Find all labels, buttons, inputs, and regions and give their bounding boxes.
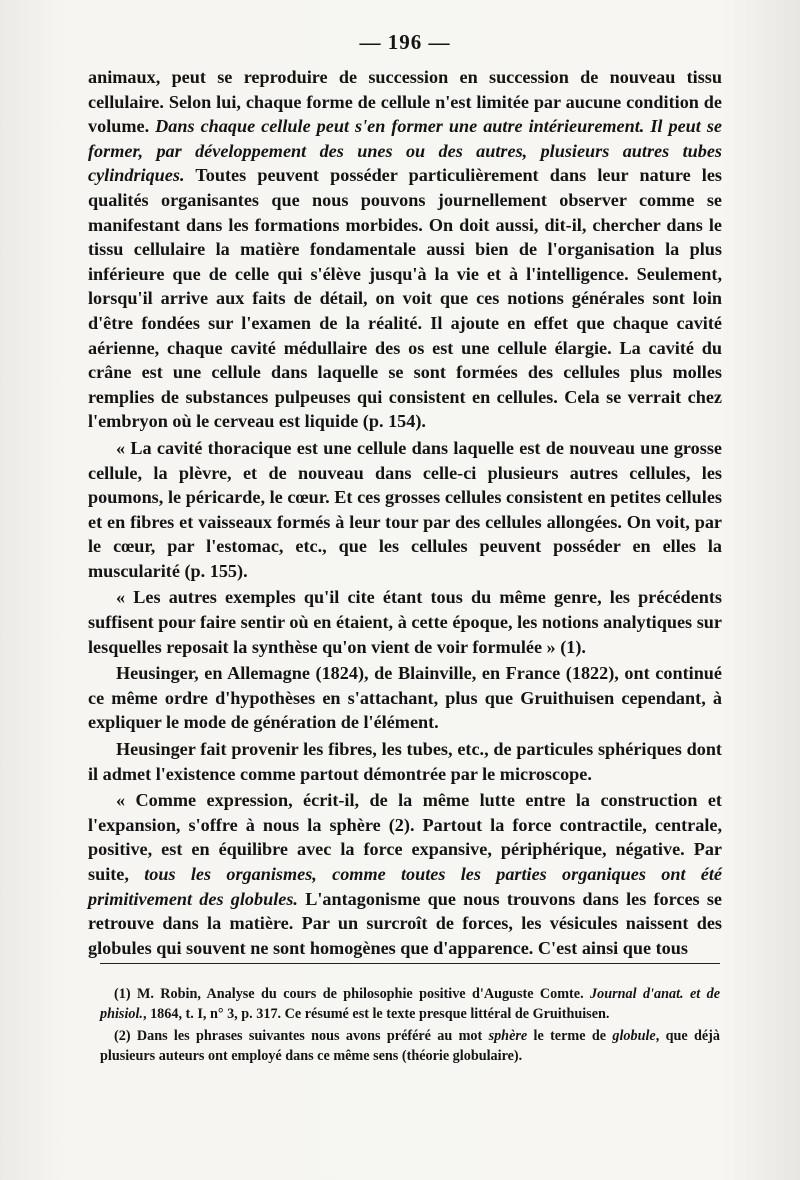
- footnotes: [100, 984, 720, 1068]
- text-run: « Les autres exemples qu'il cite étant tous du même genre, les précédents suffisent pour faire sentir où en étaient, à cette époque, les notions analytiques sur lesquelles reposait la synthèse qu'on vient de voir formulée » (1).: [88, 587, 722, 657]
- footnote-1: [100, 984, 720, 1024]
- text-run: « La cavité thoracique est une cellule dans laquelle est de nouveau une grosse cellule, la plèvre, et de nouveau dans celle-ci plusieurs autres cellules, les poumons, le péricarde, le cœur. Et ces grosses cellules consistent en petites cellules et en fibres et vaisseaux formés à leur tour par des cellules allongées. On voit, par le cœur, par l'estomac, etc., que les cellules peuvent posséder en elles la muscularité (p. 155).: [88, 437, 722, 581]
- text-run: Toutes peuvent posséder particulièrement dans leur nature les qualités organisantes que nous pouvons journellement observer comme se manifestant dans les formations morbides. On doit aussi, dit-il, chercher dans le tissu cellulaire la matière fondamentale aussi bien de l'organisation la plus inférieure que de celle qui s'élève jusqu'à la vie et à l'intelligence. Seulement, lorsqu'il arrive aux faits de détail, on voit que ces notions générales sont loin d'être fondées sur l'examen de la réalité. Il ajoute en effet que chaque cavité aérienne, chaque cavité médullaire des os est une cellule élargie. La cavité du crâne est une cellule dans laquelle se sont formées des cellules plus molles remplies de substances pulpeuses qui consistent en cellules. Cela se verrait chez l'embryon où le cerveau est liquide (p. 154).: [88, 165, 722, 432]
- paragraph-1: [88, 65, 722, 434]
- italic-run: sphère: [488, 1028, 528, 1044]
- footnote-divider: [100, 963, 720, 964]
- italic-run: Journal d'anat. et de phisiol.: [100, 986, 721, 1022]
- footnote-2: [100, 1026, 720, 1066]
- text-run: le terme de: [527, 1028, 613, 1044]
- text-run: animaux, peut se reproduire de succession en succession de nouveau tissu cellulaire. Selon lui, chaque forme de cellule n'est limitée par aucune condition de volume.: [88, 67, 722, 137]
- body-text: [88, 65, 722, 960]
- paragraph-5: [88, 737, 722, 786]
- text-run: , que déjà plusieurs auteurs ont employé dans ce même sens (théorie globulaire).: [100, 1028, 720, 1064]
- italic-run: globule: [612, 1028, 656, 1044]
- italic-run: Dans chaque cellule peut s'en former une autre intérieurement. Il peut se former, par développement des unes ou des autres, plusieurs autres tubes cylindriques.: [88, 116, 722, 186]
- paragraph-3: [88, 585, 722, 659]
- text-run: « Comme expression, écrit-il, de la même lutte entre la construction et l'expansion, s'offre à nous la sphère (2). Partout la force contractile, centrale, positive, est en équilibre avec la force expansive, périphérique, négative. Par suite,: [88, 790, 722, 884]
- text-run: (1) M. Robin, Analyse du cours de philosophie positive d'Auguste Comte.: [114, 986, 591, 1002]
- italic-run: tous les organismes, comme toutes les parties organiques ont été primitivement des globules.: [88, 864, 723, 909]
- text-run: , 1864, t. I, n° 3, p. 317. Ce résumé est le texte presque littéral de Gruithuisen.: [142, 1006, 610, 1022]
- text-run: Heusinger, en Allemagne (1824), de Blainville, en France (1822), ont continué ce même ordre d'hypothèses en s'attachant, plus que Gruithuisen cependant, à expliquer le mode de génération de l'élément.: [88, 663, 722, 733]
- paragraph-6: [88, 788, 722, 960]
- text-run: (2) Dans les phrases suivantes nous avons préféré au mot: [114, 1028, 489, 1044]
- page-number: — 196 —: [359, 30, 451, 54]
- text-run: L'antagonisme que nous trouvons dans les forces se retrouve dans la matière. Par un surcroît de forces, les vésicules naissent des globules qui souvent ne sont homogènes que d'apparence. C'est ainsi que tous: [88, 888, 722, 958]
- paragraph-4: [88, 661, 722, 735]
- text-run: Heusinger fait provenir les fibres, les tubes, etc., de particules sphériques dont il admet l'existence comme partout démontrée par le microscope.: [88, 739, 722, 784]
- paragraph-2: [88, 436, 722, 584]
